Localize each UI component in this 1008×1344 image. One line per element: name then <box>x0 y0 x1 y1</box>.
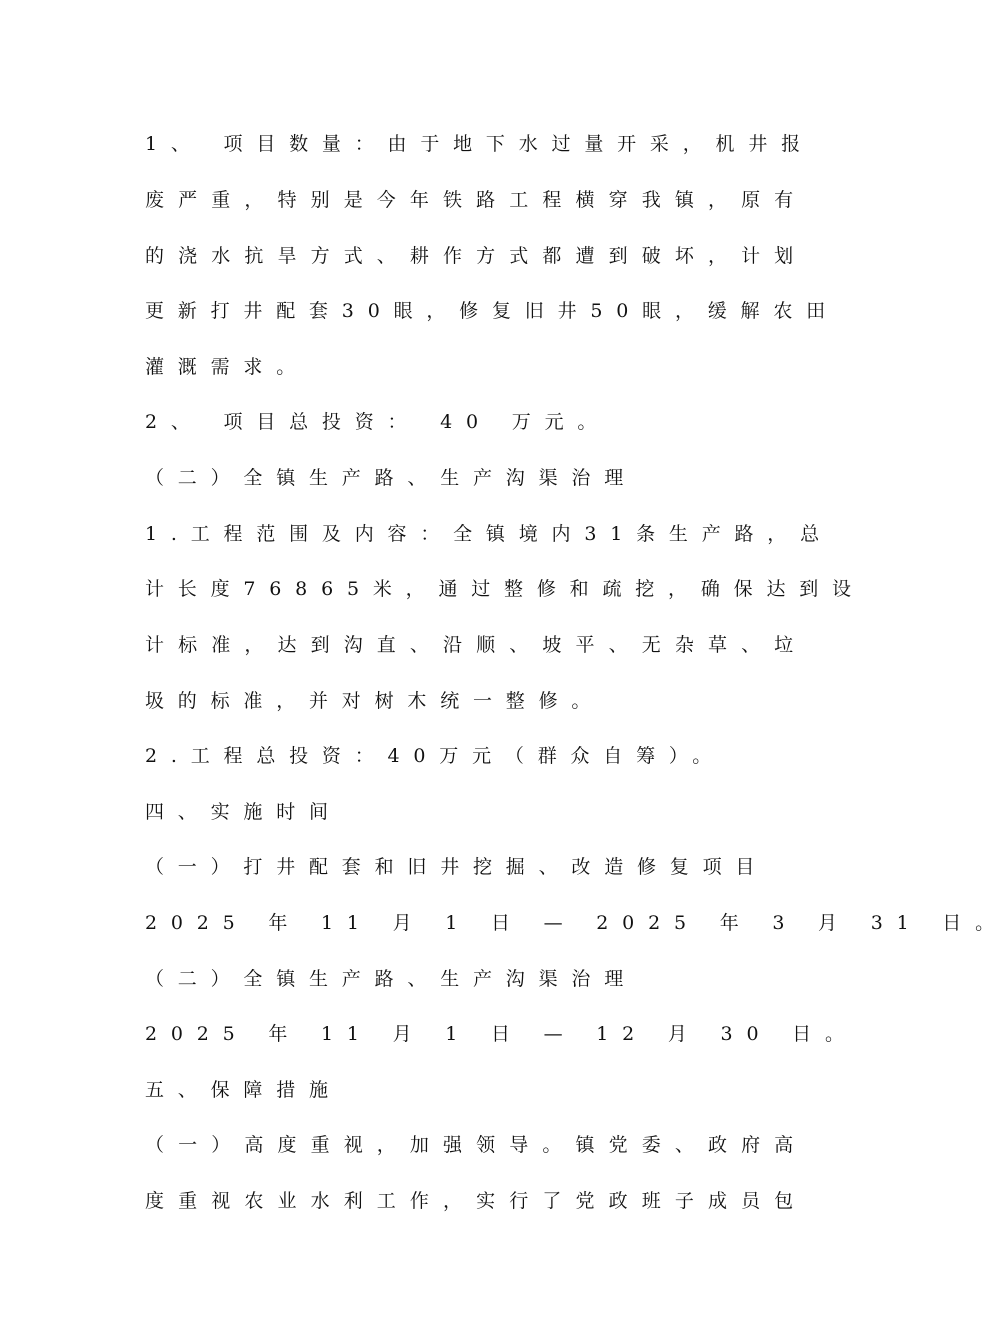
section-heading-schedule: 四、实施时间 <box>145 801 342 823</box>
text-line-1: 1、 项目数量：由于地下水过量开采，机井报 <box>145 133 814 155</box>
text-line-2: 废严重，特别是今年铁路工程横穿我镇，原有 <box>145 189 807 211</box>
text-line-5: 灌溉需求。 <box>145 356 310 378</box>
section-heading-production-roads: （二）全镇生产路、生产沟渠治理 <box>145 467 638 489</box>
section-heading-safeguards: 五、保障措施 <box>145 1079 342 1101</box>
date-range-wells: 2025 年 11 月 1 日 — 2025 年 3 月 31 日。 <box>145 912 1008 934</box>
text-line-11: 圾的标准，并对树木统一整修。 <box>145 690 605 712</box>
text-line-20: 度重视农业水利工作，实行了党政班子成员包 <box>145 1190 807 1212</box>
text-line-19: （一）高度重视，加强领导。镇党委、政府高 <box>145 1134 807 1156</box>
text-line-10: 计标准，达到沟直、沿顺、坡平、无杂草、垃 <box>145 634 807 656</box>
text-line-9: 计长度76865米，通过整修和疏挖，确保达到设 <box>145 578 865 600</box>
subsection-heading-wells: （一）打井配套和旧井挖掘、改造修复项目 <box>145 856 769 878</box>
text-line-3: 的浇水抗旱方式、耕作方式都遭到破坏，计划 <box>145 245 807 267</box>
subsection-heading-roads: （二）全镇生产路、生产沟渠治理 <box>145 968 638 990</box>
text-line-6: 2、 项目总投资： 40 万元。 <box>145 411 611 433</box>
text-line-4: 更新打井配套30眼，修复旧井50眼，缓解农田 <box>145 300 839 322</box>
text-line-8: 1.工程范围及内容：全镇境内31条生产路，总 <box>145 523 833 545</box>
date-range-roads: 2025 年 11 月 1 日 — 12 月 30 日。 <box>145 1023 858 1045</box>
text-line-12: 2.工程总投资：40万元（群众自筹）。 <box>145 745 726 767</box>
